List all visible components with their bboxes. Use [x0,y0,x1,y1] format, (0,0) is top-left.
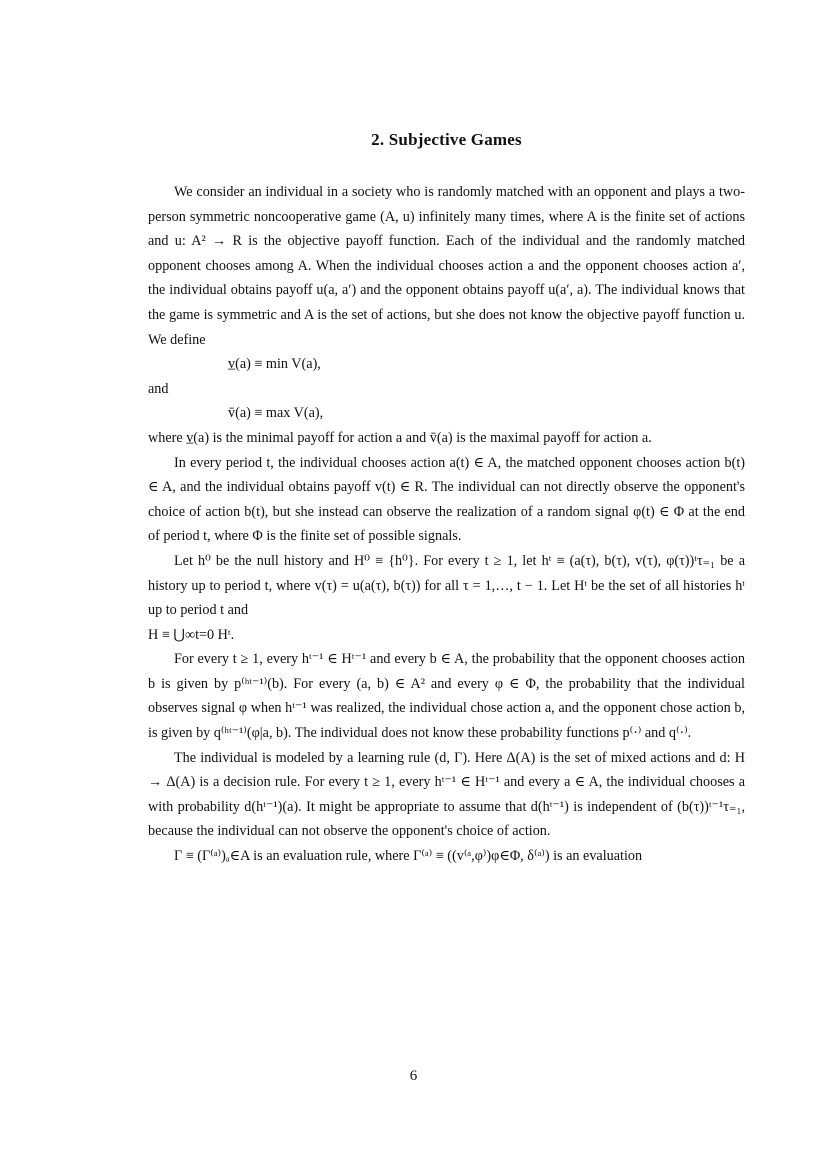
connector-and: and [148,380,169,397]
equation-min: v̲(a) ≡ min V(a), [228,356,321,373]
paragraph-histories: Let h⁰ be the null history and H⁰ ≡ {h⁰}. For every t ≥ 1, let hᵗ ≡ (a(τ), b(τ), v(τ), φ(τ))ᵗτ₌₁ be a history up to period t, where v(τ) = u(a(τ), b(τ)) for all τ = 1,…, t − 1. Let Hᵗ be the set of all histories hᵗ up to period t and [148,552,745,619]
section-title: 2. Subjective Games [371,130,522,149]
paragraph-learning-rule: The individual is modeled by a learning rule (d, Γ). Here Δ(A) is the set of mixed actions and d: H → Δ(A) is a decision rule. For every t ≥ 1, every hᵗ⁻¹ ∈ Hᵗ⁻¹ and every a ∈ A, the individual chooses a with probability d(hᵗ⁻¹)(a). It might be appropriate to assume that d(hᵗ⁻¹) is independent of (b(τ))ᵗ⁻¹τ₌₁, because the individual can not observe the opponent's choice of action. [148,749,745,840]
document-page [148,130,745,869]
page-number: 6 [409,1068,418,1084]
equation-max: v̄(a) ≡ max V(a), [228,405,324,422]
paragraph-definitions: where v̲(a) is the minimal payoff for action a and v̄(a) is the maximal payoff for action a. [148,429,652,446]
paragraph-evaluation-rule: Γ ≡ (Γ⁽ᵃ⁾)ₐ∈A is an evaluation rule, where Γ⁽ᵃ⁾ ≡ ((v⁽ᵃ,φ⁾)φ∈Φ, δ⁽ᵃ⁾) is an evaluation [174,848,643,865]
paragraph-intro: We consider an individual in a society who is randomly matched with an opponent and plays a two-person symmetric noncooperative game (A, u) infinitely many times, where A is the finite set of actions and u: A² → R is the objective payoff function. Each of the individual and the randomly matched opponent chooses among A. When the individual chooses action a and the opponent chooses action a′, the individual obtains payoff u(a, a′) and the opponent obtains payoff u(a′, a). The individual knows that the game is symmetric and A is the set of actions, but she does not know the objective payoff function u. We define [148,184,745,348]
paragraph-periods: In every period t, the individual chooses action a(t) ∈ A, the matched opponent chooses action b(t) ∈ A, and the individual obtains payoff v(t) ∈ R. The individual can not directly observe the opponent's choice of action b(t), but she instead can observe the realization of a random signal φ(t) ∈ Φ at the end of period t, where Φ is the finite set of possible signals. [148,454,745,545]
paragraph-probabilities: For every t ≥ 1, every hᵗ⁻¹ ∈ Hᵗ⁻¹ and every b ∈ A, the probability that the opponent chooses action b is given by p⁽ʰᵗ⁻¹⁾(b). For every (a, b) ∈ A² and every φ ∈ Φ, the probability that the individual observes signal φ when hᵗ⁻¹ was realized, the individual chose action a, and the opponent chose action b, is given by q⁽ʰᵗ⁻¹⁾(φ|a, b). The individual does not know these probability functions p⁽·⁾ and q⁽·⁾. [148,651,745,742]
equation-union: H ≡ ⋃∞t=0 Hᵗ. [148,626,235,643]
